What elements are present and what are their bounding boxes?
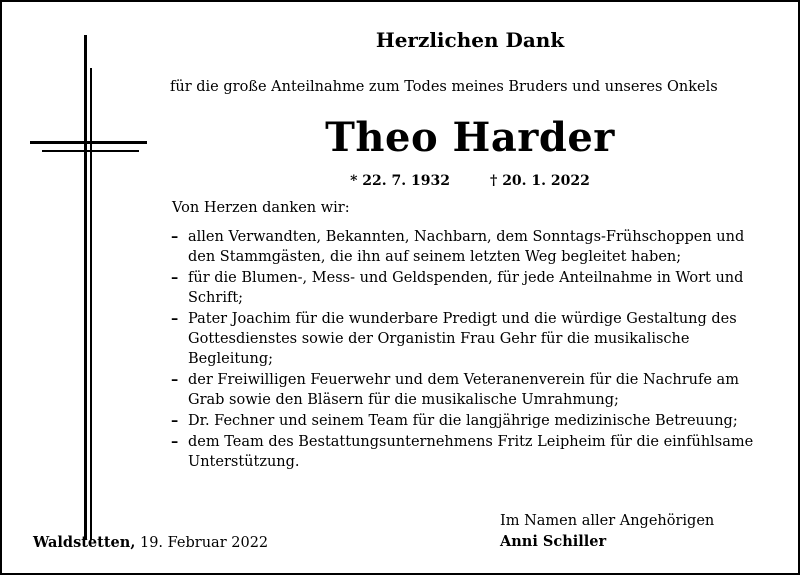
- signer-name: Anni Schiller: [500, 533, 607, 550]
- bullet-dash: –: [171, 228, 179, 245]
- list-item: [170, 309, 775, 369]
- deceased-name: Theo Harder: [325, 114, 615, 161]
- list-item-text: dem Team des Bestattungsunternehmens Fritz Leipheim für die einfühlsame Unterstützung.: [188, 434, 754, 470]
- bullet-dash: –: [171, 269, 179, 286]
- place: Waldstetten,: [33, 534, 136, 551]
- notice-title: Herzlichen Dank: [375, 28, 565, 52]
- list-item: [170, 411, 775, 431]
- cross-horizontal-beam-shadow: [42, 150, 139, 152]
- list-item: [170, 268, 775, 308]
- list-item: [170, 370, 775, 410]
- place-date-line: [33, 534, 268, 551]
- list-item-text: Pater Joachim für die wunderbare Predigt und die würdige Gestaltung des Gottesdienstes sowie der Organistin Frau Gehr für die musikalische Begleitung;: [188, 311, 737, 367]
- signature-line: Im Namen aller Angehörigen: [500, 513, 715, 529]
- cross-vertical-beam-shadow: [90, 68, 92, 540]
- notice-intro: für die große Anteilnahme zum Todes meines Bruders und unseres Onkels: [170, 79, 718, 95]
- list-item-text: Dr. Fechner und seinem Team für die langjährige medizinische Betreuung;: [188, 413, 738, 429]
- thanks-intro: Von Herzen danken wir:: [172, 200, 350, 216]
- bullet-dash: –: [171, 310, 179, 327]
- bullet-dash: –: [171, 412, 179, 429]
- list-item: [170, 432, 775, 472]
- birth-date: * 22. 7. 1932: [350, 173, 450, 189]
- list-item-text: allen Verwandten, Bekannten, Nachbarn, dem Sonntags-Frühschoppen und den Stammgästen, die ihn auf seinem letzten Weg begleitet haben;: [188, 229, 745, 265]
- cross-horizontal-beam: [30, 141, 147, 144]
- date: 19. Februar 2022: [139, 535, 269, 551]
- list-item: [170, 227, 775, 267]
- bullet-dash: –: [171, 433, 179, 450]
- life-dates: [170, 173, 770, 189]
- thanks-list: [170, 227, 775, 473]
- bullet-dash: –: [171, 371, 179, 388]
- death-date: † 20. 1. 2022: [490, 173, 590, 189]
- list-item-text: für die Blumen-, Mess- und Geldspenden, für jede Anteilnahme in Wort und Schrift;: [188, 270, 744, 306]
- cross-vertical-beam: [84, 35, 87, 540]
- list-item-text: der Freiwilligen Feuerwehr und dem Veteranenverein für die Nachrufe am Grab sowie den Bläsern für die musikalische Umrahmung;: [188, 372, 739, 408]
